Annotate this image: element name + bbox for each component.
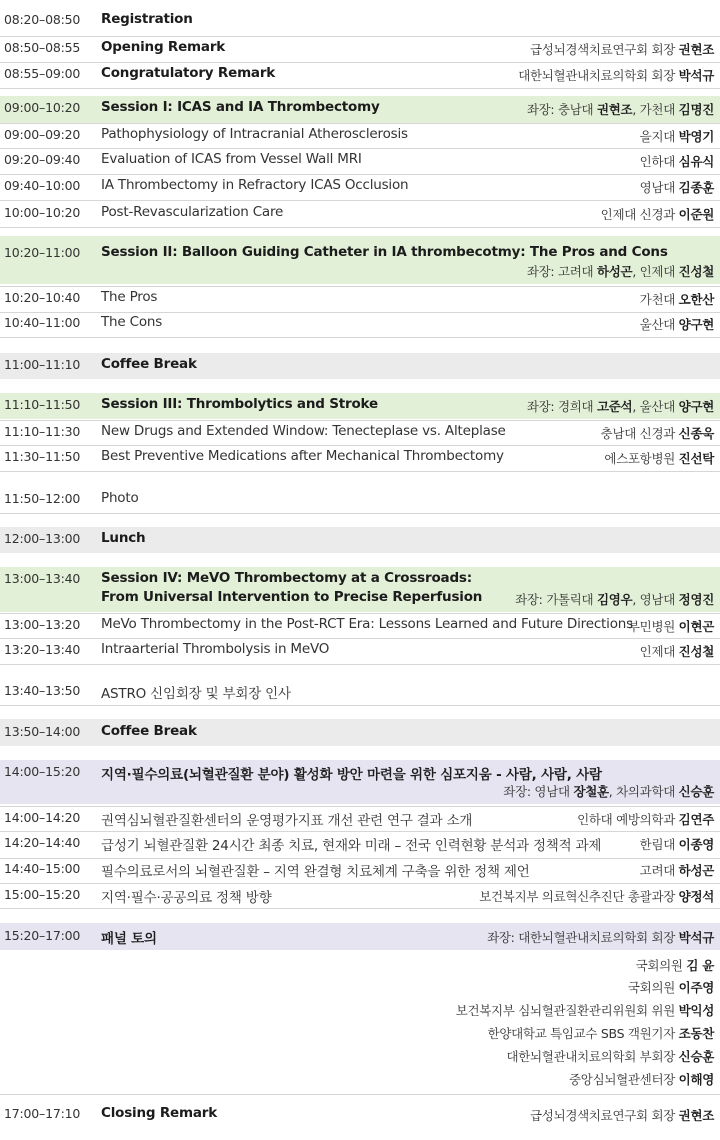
time-slot: 10:20–11:00 [4, 245, 81, 260]
program-title: Coffee Break [101, 356, 197, 372]
program-title: Evaluation of ICAS from Vessel Wall MRI [101, 151, 362, 167]
panelist-affiliation: 한양대학교 특임교수 SBS 객원기자 [487, 1026, 679, 1041]
speaker [640, 835, 714, 853]
time-slot: 11:00–11:10 [4, 357, 81, 372]
panelist-affiliation: 국회의원 [627, 980, 679, 995]
session-chairs [527, 397, 714, 415]
speaker-name: 진성철 [678, 644, 714, 659]
speaker-affiliation: 대한뇌혈관내치료의학회 회장 [518, 68, 679, 83]
time-slot: 10:20–10:40 [4, 290, 81, 305]
speaker-affiliation: , 차의과학대 [608, 784, 679, 799]
speaker [604, 449, 714, 467]
time-slot: 08:50–08:55 [4, 40, 81, 55]
speaker-name: 하성곤 [596, 264, 633, 279]
session-title: 지역·필수의료(뇌혈관질환 분야) 활성화 방안 마련을 위한 심포지움 - 사람, 사람, 사람 [101, 767, 602, 783]
speaker [640, 152, 714, 170]
program-title: Best Preventive Medications after Mechanical Thrombectomy [101, 448, 504, 464]
program-title: 필수의료로서의 뇌혈관질환 – 지역 완결형 치료체계 구축을 위한 정책 제언 [101, 864, 530, 880]
time-slot: 11:50–12:00 [4, 491, 81, 506]
speaker-affiliation: 보건복지부 의료혁신추진단 총괄과장 [479, 889, 679, 904]
session-chairs [487, 928, 714, 946]
speaker-name: 이현곤 [678, 619, 714, 634]
speaker-affiliation: 부민병원 [627, 619, 679, 634]
speaker [640, 290, 714, 308]
speaker [530, 40, 714, 58]
speaker-affiliation: 울산대 [639, 317, 679, 332]
speaker-name: 장철훈 [573, 784, 609, 799]
program-title: Congratulatory Remark [101, 65, 276, 81]
speaker-name: 고준석 [596, 399, 633, 414]
session-chairs [515, 590, 714, 608]
program-title: The Cons [101, 314, 163, 330]
row-divider [0, 513, 720, 514]
time-slot: 09:00–09:20 [4, 127, 81, 142]
program-title: Intraarterial Thrombolysis in MeVO [101, 641, 330, 657]
program-title: Closing Remark [101, 1105, 218, 1121]
speaker [628, 617, 714, 635]
speaker [518, 66, 714, 84]
row-divider [0, 471, 720, 472]
row-divider [0, 1094, 720, 1095]
panelist-affiliation: 보건복지부 심뇌혈관질환관리위원회 위원 [455, 1003, 679, 1018]
program-title: 급성기 뇌혈관질환 24시간 최종 치료, 현재와 미래 – 전국 인력현황 분석과 정책적 과제 [101, 838, 602, 854]
speaker-name: 박석규 [678, 930, 714, 945]
program-title: Registration [101, 11, 193, 27]
session-title: Session I: ICAS and IA Thrombectomy [101, 99, 380, 115]
row-divider [0, 664, 720, 665]
time-slot: 09:00–10:20 [4, 100, 81, 115]
panelist-affiliation: 대한뇌혈관내치료의학회 부회장 [506, 1049, 679, 1064]
panelist-name: 김 윤 [686, 958, 714, 973]
program-title: 지역·필수·공공의료 정책 방향 [101, 890, 272, 906]
speaker-affiliation: , 울산대 [632, 399, 679, 414]
panelist-name: 이주영 [678, 980, 714, 995]
speaker-affiliation: 충남대 신경과 [600, 426, 679, 441]
program-title: 권역심뇌혈관질환센터의 운영평가지표 개선 관련 연구 결과 소개 [101, 813, 473, 829]
row-divider [0, 88, 720, 89]
speaker-name: 권현조 [596, 102, 633, 117]
speaker-affiliation: 가천대 [639, 292, 679, 307]
panelist-affiliation: 중앙심뇌혈관센터장 [569, 1072, 679, 1087]
time-slot: 09:40–10:00 [4, 178, 81, 193]
speaker-affiliation: 한림대 [639, 837, 679, 852]
speaker-name: 권현조 [678, 42, 714, 57]
speaker-affiliation: 인하대 [639, 154, 679, 169]
panelist [569, 1070, 714, 1088]
time-slot: 10:00–10:20 [4, 205, 81, 220]
program-title: IA Thrombectomy in Refractory ICAS Occlusion [101, 177, 409, 193]
speaker-affiliation: 고려대 [639, 863, 679, 878]
panelist [628, 978, 714, 996]
speaker [640, 178, 714, 196]
row-divider [0, 705, 720, 706]
speaker-name: 오한산 [678, 292, 714, 307]
speaker-name: 양구현 [678, 399, 714, 414]
session-chairs [527, 100, 714, 118]
session-title: 패널 토의 [101, 931, 157, 947]
program-title: ASTRO 신임회장 및 부회장 인사 [101, 686, 291, 702]
session-title-line2: From Universal Intervention to Precise Reperfusion [101, 589, 483, 605]
speaker-affiliation: 을지대 [639, 129, 679, 144]
time-slot: 11:10–11:30 [4, 424, 81, 439]
program-title: Coffee Break [101, 723, 197, 739]
time-slot: 11:10–11:50 [4, 397, 81, 412]
program-title: New Drugs and Extended Window: Tenecteplase vs. Alteplase [101, 423, 506, 439]
program-title: Pathophysiology of Intracranial Atherosclerosis [101, 126, 408, 142]
speaker-name: 정영진 [678, 592, 714, 607]
speaker-affiliation: 영남대 [639, 180, 679, 195]
program-title: Opening Remark [101, 39, 226, 55]
speaker-affiliation: 인제대 신경과 [600, 207, 679, 222]
speaker-affiliation: 인하대 예방의학과 [577, 812, 679, 827]
panelist [636, 956, 714, 974]
program-title: MeVo Thrombectomy in the Post-RCT Era: Lessons Learned and Future Directions [101, 616, 633, 632]
speaker-name: 진선탁 [678, 451, 714, 466]
time-slot: 12:00–13:00 [4, 531, 81, 546]
speaker-affiliation: 급성뇌경색치료연구회 회장 [530, 1108, 679, 1123]
speaker-name: 이종영 [678, 837, 714, 852]
session-chairs [527, 262, 714, 280]
speaker-name: 양정석 [678, 889, 714, 904]
panelist-name: 조동찬 [678, 1026, 714, 1041]
time-slot: 13:00–13:20 [4, 617, 81, 632]
time-slot: 17:00–17:10 [4, 1106, 81, 1121]
speaker [640, 127, 714, 145]
time-slot: 11:30–11:50 [4, 449, 81, 464]
speaker [601, 424, 714, 442]
panelist-name: 이해영 [678, 1072, 714, 1087]
speaker-affiliation: 인제대 [639, 644, 679, 659]
speaker [479, 887, 714, 905]
program-title: Post-Revascularization Care [101, 204, 284, 220]
speaker-affiliation: , 가천대 [632, 102, 679, 117]
speaker [640, 315, 714, 333]
row-divider [0, 337, 720, 338]
panelist-name: 박익성 [678, 1003, 714, 1018]
speaker-affiliation: 좌장: 영남대 [503, 784, 574, 799]
time-slot: 14:00–15:20 [4, 764, 81, 779]
session-title: Session II: Balloon Guiding Catheter in IA thrombecotmy: The Pros and Cons [101, 244, 668, 260]
speaker-name: 권현조 [678, 1108, 714, 1123]
session-title: Session III: Thrombolytics and Stroke [101, 396, 378, 412]
speaker-name: 김연주 [678, 812, 714, 827]
speaker [577, 810, 714, 828]
time-slot: 09:20–09:40 [4, 152, 81, 167]
speaker-affiliation: , 인제대 [632, 264, 679, 279]
speaker-name: 김종훈 [678, 180, 714, 195]
speaker-affiliation: 에스포항병원 [604, 451, 679, 466]
speaker [601, 205, 714, 223]
program-title: The Pros [101, 289, 158, 305]
time-slot: 14:00–14:20 [4, 810, 81, 825]
panelist [506, 1047, 714, 1065]
speaker-affiliation: , 영남대 [632, 592, 679, 607]
speaker-name: 박석규 [678, 68, 714, 83]
time-slot: 08:55–09:00 [4, 66, 81, 81]
panelist-affiliation: 국회의원 [635, 958, 687, 973]
speaker-name: 양구현 [678, 317, 714, 332]
speaker-name: 이준원 [678, 207, 714, 222]
speaker-affiliation: 좌장: 가톨릭대 [515, 592, 597, 607]
speaker-affiliation: 좌장: 대한뇌혈관내치료의학회 회장 [487, 930, 679, 945]
speaker-affiliation: 좌장: 경희대 [526, 399, 597, 414]
panelist-name: 신승훈 [678, 1049, 714, 1064]
speaker-name: 박영기 [678, 129, 714, 144]
speaker-name: 신승훈 [678, 784, 714, 799]
speaker-name: 하성곤 [678, 863, 714, 878]
time-slot: 15:00–15:20 [4, 887, 81, 902]
time-slot: 08:20–08:50 [4, 12, 81, 27]
speaker-name: 신종욱 [678, 426, 714, 441]
speaker [640, 861, 714, 879]
time-slot: 13:40–13:50 [4, 683, 81, 698]
speaker-name: 김영우 [596, 592, 633, 607]
time-slot: 13:00–13:40 [4, 571, 81, 586]
time-slot: 10:40–11:00 [4, 315, 81, 330]
speaker-affiliation: 좌장: 충남대 [526, 102, 597, 117]
row-divider [0, 227, 720, 228]
time-slot: 15:20–17:00 [4, 928, 81, 943]
speaker-name: 진성철 [678, 264, 714, 279]
row-divider [0, 908, 720, 909]
session-title: Session IV: MeVO Thrombectomy at a Crossroads: [101, 570, 472, 586]
speaker [530, 1106, 714, 1124]
speaker [640, 642, 714, 660]
time-slot: 13:20–13:40 [4, 642, 81, 657]
program-title: Lunch [101, 530, 146, 546]
time-slot: 14:20–14:40 [4, 835, 81, 850]
panelist [456, 1001, 714, 1019]
speaker-name: 심유식 [678, 154, 714, 169]
speaker-affiliation: 좌장: 고려대 [526, 264, 597, 279]
session-chairs [503, 782, 714, 800]
time-slot: 14:40–15:00 [4, 861, 81, 876]
speaker-name: 김명진 [678, 102, 714, 117]
program-title: Photo [101, 490, 139, 506]
speaker-affiliation: 급성뇌경색치료연구회 회장 [530, 42, 679, 57]
time-slot: 13:50–14:00 [4, 724, 81, 739]
panelist [488, 1024, 714, 1042]
